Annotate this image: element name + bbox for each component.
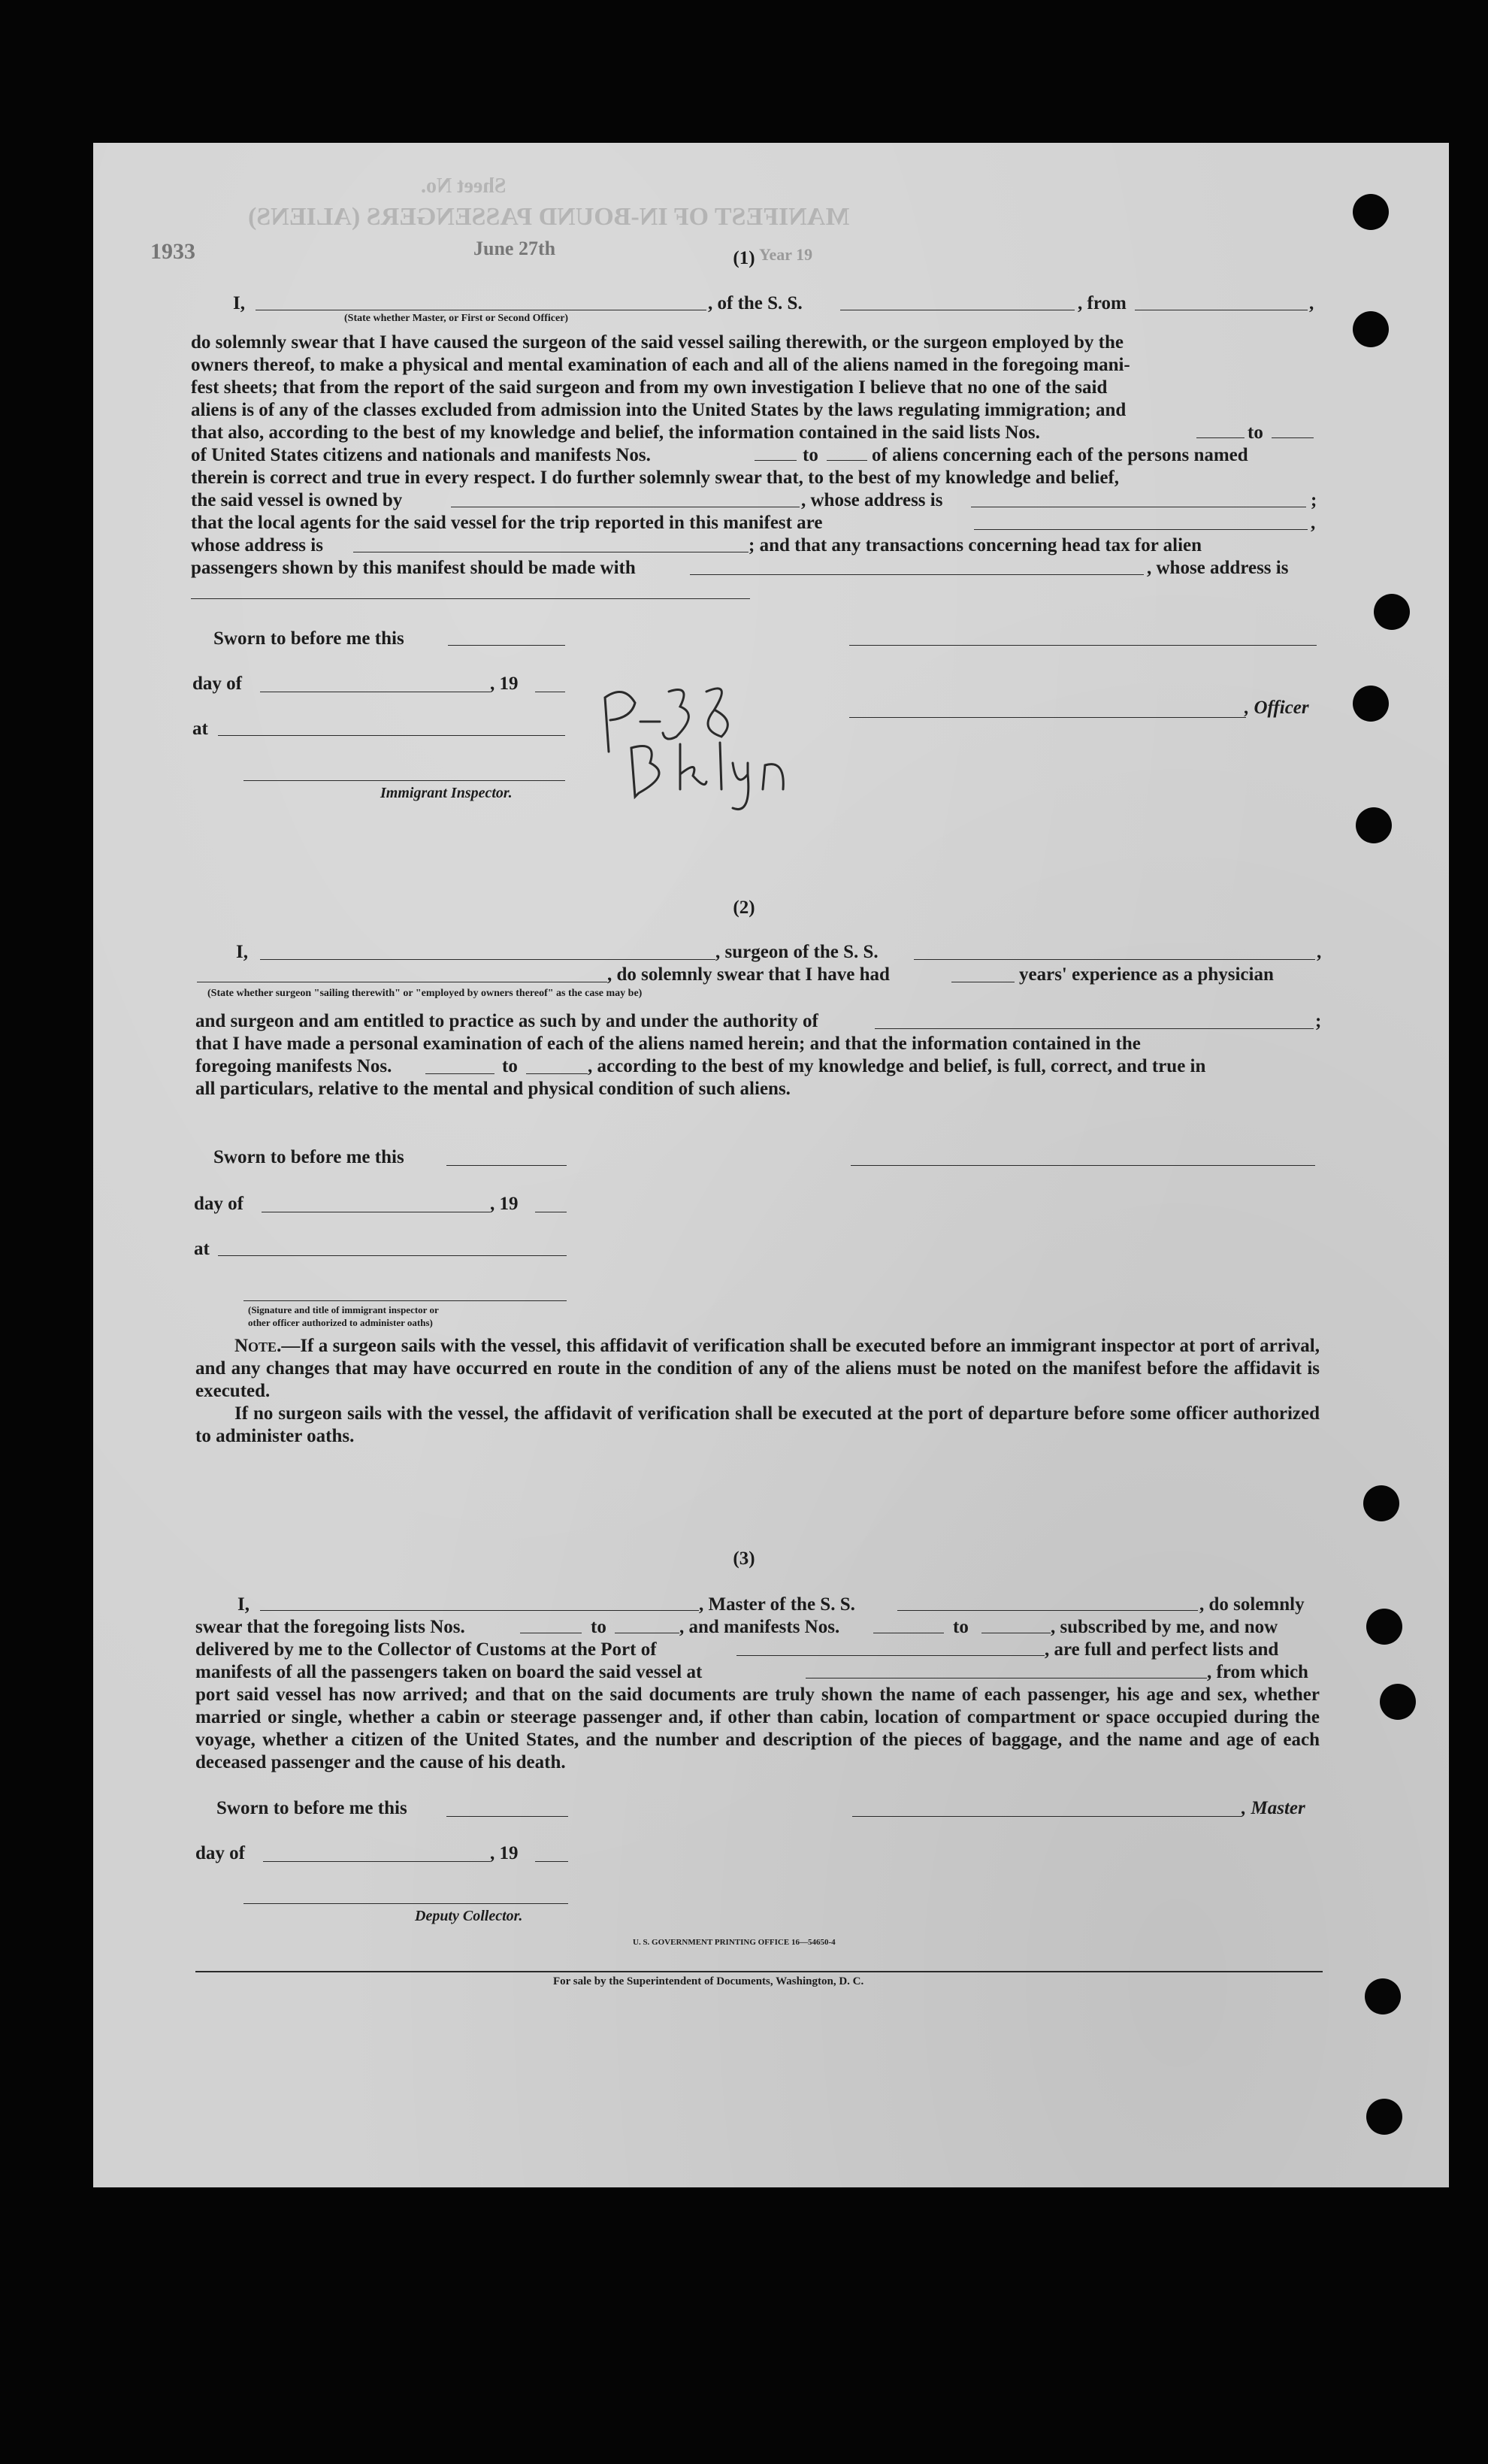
s1-whose-address-3: , whose address is bbox=[1147, 558, 1289, 578]
punch-hole bbox=[1356, 807, 1392, 843]
s3-year: , 19 bbox=[490, 1843, 519, 1863]
s1-lists-to-blank bbox=[1272, 437, 1314, 438]
s2-years: years' experience as a physician bbox=[1019, 964, 1274, 985]
s3-from-which: , from which bbox=[1207, 1662, 1308, 1682]
s3-port-blank bbox=[736, 1655, 1045, 1656]
s2-note-label: Note. bbox=[234, 1336, 282, 1356]
s3-day-blank bbox=[263, 1861, 490, 1862]
s1-sworn: Sworn to before me this bbox=[213, 628, 404, 649]
s3-sworn: Sworn to before me this bbox=[216, 1798, 407, 1818]
section-1-number: (1) bbox=[733, 248, 755, 268]
s3-master-signature-blank bbox=[852, 1816, 1242, 1817]
s1-passengers: passengers shown by this manifest should be made with bbox=[191, 558, 636, 578]
gpo-imprint: U. S. GOVERNMENT PRINTING OFFICE 16—54650-4 bbox=[633, 1938, 836, 1947]
section-3-number: (3) bbox=[733, 1548, 755, 1569]
s1-text-line: owners thereof, to make a physical and mental examination of each and all of the aliens named in the foregoing mani- bbox=[191, 355, 1130, 375]
s3-manifests-all: manifests of all the passengers taken on board the said vessel at bbox=[195, 1662, 703, 1682]
s1-whose-address-2: whose address is bbox=[191, 535, 323, 555]
s1-manifest-to-blank bbox=[827, 460, 867, 461]
s3-delivered: delivered by me to the Collector of Customs at the Port of bbox=[195, 1639, 657, 1660]
s2-at-blank bbox=[218, 1255, 567, 1256]
s2-surgeon-of: , surgeon of the S. S. bbox=[715, 942, 879, 962]
bleed-through-sheet-no: Sheet No. bbox=[421, 174, 507, 198]
s1-to-2: to bbox=[803, 445, 818, 465]
s1-lists-from-blank bbox=[1196, 437, 1245, 438]
s1-comma: , bbox=[1311, 513, 1316, 533]
s2-authority-blank bbox=[875, 1028, 1314, 1029]
s1-end-comma: , bbox=[1309, 293, 1314, 313]
s1-citizens: of United States citizens and nationals and manifests Nos. bbox=[191, 445, 651, 465]
s2-inspector-blank bbox=[243, 1300, 567, 1301]
s2-practice: and surgeon and am entitled to practice as such by and under the authority of bbox=[195, 1011, 818, 1031]
s2-signature-note-1: (Signature and title of immigrant inspector or bbox=[248, 1304, 439, 1315]
s2-sworn-blank bbox=[446, 1165, 567, 1166]
s3-deputy-blank bbox=[243, 1903, 568, 1904]
s2-ship-blank bbox=[914, 959, 1315, 960]
s1-at: at bbox=[192, 719, 208, 739]
punch-hole bbox=[1366, 2099, 1402, 2135]
s2-at: at bbox=[194, 1239, 210, 1259]
punch-hole bbox=[1366, 1609, 1402, 1645]
section-2-number: (2) bbox=[733, 898, 755, 918]
s1-day-of: day of bbox=[192, 674, 242, 694]
s3-to-2: to bbox=[953, 1617, 969, 1637]
s1-inspector-blank bbox=[243, 780, 565, 781]
s3-master: , Master bbox=[1242, 1798, 1305, 1818]
s1-citizens-end: of aliens concerning each of the persons named bbox=[872, 445, 1248, 465]
s3-and-manifests: , and manifests Nos. bbox=[679, 1617, 840, 1637]
s1-text-line: fest sheets; that from the report of the said surgeon and from my own investigation I believe that no one of the said bbox=[191, 377, 1108, 398]
s1-of-ss: , of the S. S. bbox=[708, 293, 803, 313]
footer-rule bbox=[195, 1971, 1323, 1972]
s3-master-blank bbox=[260, 1610, 699, 1611]
s1-agents-blank bbox=[974, 529, 1308, 530]
s2-comma: , bbox=[1317, 942, 1322, 962]
s3-deputy: Deputy Collector. bbox=[415, 1908, 523, 1924]
punch-hole bbox=[1365, 1978, 1401, 2014]
s1-text-line: do solemnly swear that I have caused the surgeon of the said vessel sailing therewith, or the surgeon employed by the bbox=[191, 332, 1124, 353]
s1-intro: I, bbox=[233, 293, 245, 313]
date-stamp-class: Year 19 bbox=[759, 245, 813, 264]
punch-hole bbox=[1380, 1684, 1416, 1720]
punch-hole bbox=[1353, 686, 1389, 722]
punch-hole bbox=[1353, 311, 1389, 347]
date-stamp-june: June 27th bbox=[473, 238, 556, 259]
s2-note-paragraph-2: If no surgeon sails with the vessel, the affidavit of verification shall be executed at the port of departure before some officer authorized to administer oaths. bbox=[195, 1403, 1320, 1446]
s3-subscribed: , subscribed by me, and now bbox=[1051, 1617, 1278, 1637]
s2-particulars: all particulars, relative to the mental and physical condition of such aliens. bbox=[195, 1079, 791, 1099]
date-stamp-year: 1933 bbox=[150, 239, 195, 264]
s1-manifest-from-blank bbox=[755, 460, 797, 461]
s2-note-text: —If a surgeon sails with the vessel, this affidavit of verification shall be executed before an immigrant inspector at port of arrival, and any changes that may have occurred en route in the condition of any of the aliens must be noted on the manifest before the affidavit is executed. bbox=[195, 1336, 1320, 1401]
s1-headtax-address-blank bbox=[191, 598, 750, 599]
s1-text-line: aliens is of any of the classes excluded from admission into the United States by the laws regulating immigration; and bbox=[191, 400, 1127, 420]
s3-intro: I, bbox=[237, 1594, 250, 1615]
s2-intro: I, bbox=[236, 942, 248, 962]
s2-from-blank bbox=[425, 1073, 494, 1074]
s3-year-blank bbox=[535, 1861, 568, 1862]
punch-hole bbox=[1374, 594, 1410, 630]
s1-text-line: that also, according to the best of my knowledge and belief, the information contained in the said lists Nos. bbox=[191, 422, 1040, 443]
s2-to-blank bbox=[526, 1073, 588, 1074]
s3-full-perfect: , are full and perfect lists and bbox=[1045, 1639, 1279, 1660]
s1-sworn-blank bbox=[448, 645, 565, 646]
s2-note-paragraph bbox=[195, 1335, 1320, 1403]
s1-signature-blank bbox=[849, 645, 1317, 646]
s2-semicolon: ; bbox=[1315, 1011, 1322, 1031]
s2-type-note: (State whether surgeon "sailing therewith" or "employed by owners thereof" as the case may be) bbox=[207, 988, 643, 999]
s2-day-of: day of bbox=[194, 1194, 243, 1214]
s2-signature-blank bbox=[851, 1165, 1315, 1166]
handwritten-notation bbox=[594, 677, 834, 819]
s3-sworn-blank bbox=[446, 1816, 568, 1817]
s2-surgeon-blank bbox=[260, 959, 715, 960]
s1-transactions: ; and that any transactions concerning head tax for alien bbox=[749, 535, 1202, 555]
s1-owned-by: the said vessel is owned by bbox=[191, 490, 403, 510]
s2-swear: , do solemnly swear that I have had bbox=[607, 964, 890, 985]
s1-officer: , Officer bbox=[1245, 698, 1309, 718]
bleed-through-header: MANIFEST OF IN-BOUND PASSENGERS (ALIENS) bbox=[248, 203, 850, 231]
s3-ship-blank bbox=[897, 1610, 1198, 1611]
s2-to: to bbox=[502, 1056, 518, 1076]
s1-to-1: to bbox=[1248, 422, 1263, 443]
s1-headtax-blank bbox=[690, 574, 1144, 575]
s1-correct: therein is correct and true in every respect. I do further solemnly swear that, to the best of my knowledge and belief, bbox=[191, 468, 1120, 488]
s1-inspector: Immigrant Inspector. bbox=[380, 785, 513, 801]
s3-to-1: to bbox=[591, 1617, 606, 1637]
s1-whose-address: , whose address is bbox=[801, 490, 943, 510]
punch-hole bbox=[1363, 1485, 1399, 1521]
s2-examination: that I have made a personal examination of each of the aliens named herein; and that the information contained in the bbox=[195, 1034, 1141, 1054]
s2-signature-note-2: other officer authorized to administer oaths) bbox=[248, 1317, 433, 1328]
s1-at-blank bbox=[218, 735, 565, 736]
punch-hole bbox=[1353, 194, 1389, 230]
s3-swear-lists: swear that the foregoing lists Nos. bbox=[195, 1617, 465, 1637]
s1-from: , from bbox=[1078, 293, 1127, 313]
sale-notice: For sale by the Superintendent of Documents, Washington, D. C. bbox=[553, 1975, 864, 1987]
s2-foregoing: foregoing manifests Nos. bbox=[195, 1056, 392, 1076]
s1-officer-blank bbox=[849, 717, 1246, 718]
s3-day-of: day of bbox=[195, 1843, 245, 1863]
s1-semicolon: ; bbox=[1311, 490, 1317, 510]
s2-according: , according to the best of my knowledge and belief, is full, correct, and true in bbox=[588, 1056, 1206, 1076]
s3-master-of: , Master of the S. S. bbox=[699, 1594, 855, 1615]
s1-rank-note: (State whether Master, or First or Second Officer) bbox=[344, 313, 569, 324]
s1-local-agents: that the local agents for the said vessel for the trip reported in this manifest are bbox=[191, 513, 823, 533]
s1-year: , 19 bbox=[490, 674, 519, 694]
s3-do-solemnly: , do solemnly bbox=[1199, 1594, 1305, 1615]
s2-sworn: Sworn to before me this bbox=[213, 1147, 404, 1167]
s2-year: , 19 bbox=[490, 1194, 519, 1214]
s3-body: port said vessel has now arrived; and that on the said documents are truly shown the name of each passenger, his age and sex, whether married or single, whether a cabin or steerage passenger and, if other than cabin, location of compartment or space occupied during the voyage, whether a citizen of the United States, and the number and description of the pieces of baggage, and the name and age of each deceased passenger and the cause of his death. bbox=[195, 1685, 1320, 1772]
